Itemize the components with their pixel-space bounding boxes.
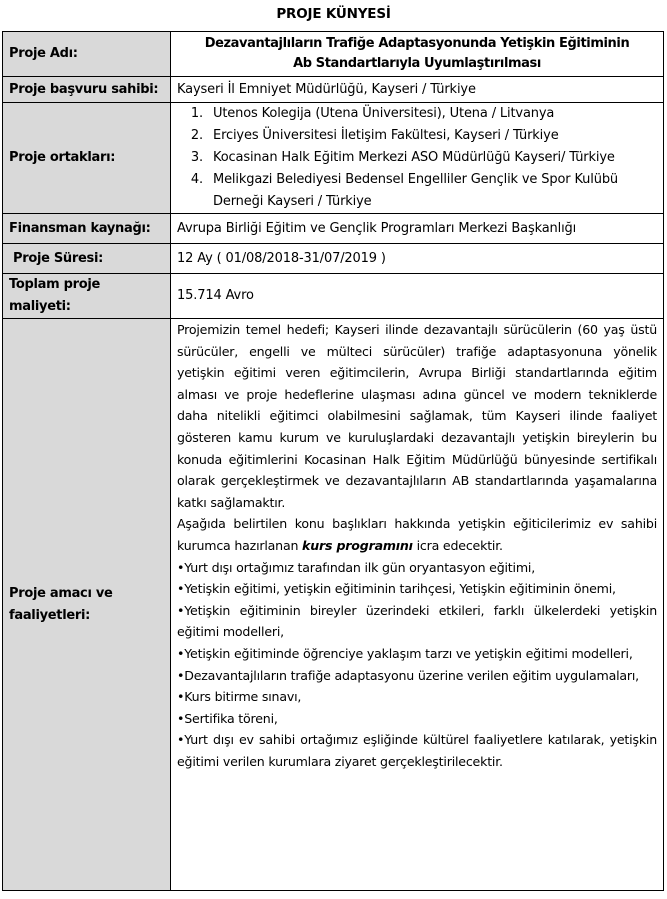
label-purpose-line-2: faaliyetleri: [9,607,91,623]
activity-bullet: •Kurs bitirme sınavı, [177,689,302,705]
page-title: PROJE KÜNYESİ [276,6,391,22]
label-cost [3,274,171,319]
purpose-paragraph-2 [177,513,657,556]
purpose-paragraph-2-end: icra edecektir. [412,537,503,553]
activity-bullet: •Yetişkin eğitimi, yetişkin eğitiminin tarihçesi, Yetişkin eğitiminin önemi, [177,581,616,597]
activity-bullet: •Yetişkin eğitiminin bireyler üzerindeki etkileri, farklı ülkelerdeki yetişkin eğitimi modelleri, [177,602,657,640]
row-funding [3,214,664,244]
course-program-emphasis: kurs programını [302,537,413,553]
partner-item: 3. Kocasinan Halk Eğitim Merkezi ASO Müdürlüğü Kayseri/ Türkiye [207,147,657,169]
label-project-name: Proje Adı: [3,32,171,77]
value-duration: 12 Ay ( 01/08/2018-31/07/2019 ) [171,244,664,274]
partner-item: 1. Utenos Kolegija (Utena Üniversitesi), Utena / Litvanya [207,103,657,125]
partner-item: 4. Melikgazi Belediyesi Bedensel Engelliler Gençlik ve Spor Kulübü Derneği Kayseri / Türkiye [207,169,657,213]
value-purpose [171,319,664,891]
purpose-paragraph-1: Projemizin temel hedefi; Kayseri ilinde dezavantajlı sürücülerin (60 yaş üstü sürücüler, engelli ve mülteci sürücüler) trafiğe adaptasyonuna yönelik yetişkin eğitimi veren eğitimcilerin, Avrupa Birliği standartlarında eğitim alması ve proje hedeflerine ulaşması adına güncel ve modern tekniklerde daha nitelikli eğitimci olabilmesini sağlamak, tüm Kayseri ilinde faaliyet gösteren kamu kurum ve kuruluşlardaki dezavantajlı yetişkin bireylerin bu konuda eğitimlerini Kocasinan Halk Eğitim Müdürlüğü bünyesinde sertifikalı olarak gerçekleştirmek ve dezavantajlıların AB standartlarında yaşamalarına katkı sağlamaktır. [177,322,657,510]
activity-bullet: •Dezavantajlıların trafiğe adaptasyonu üzerine verilen eğitim uygulamaları, [177,667,639,683]
activity-bullet: •Yurt dışı ortağımız tarafından ilk gün oryantasyon eğitimi, [177,559,536,575]
label-partners: Proje ortakları: [3,103,171,214]
row-project-name [3,32,664,77]
activity-bullet: •Yurt dışı ev sahibi ortağımız eşliğinde kültürel faaliyetlere katılarak, yetişkin eğitimi verilen kurumlara ziyaret gerçekleştirilecektir. [177,732,657,769]
label-funding: Finansman kaynağı: [3,214,171,244]
label-applicant: Proje başvuru sahibi: [3,77,171,103]
activity-bullet: •Sertifika töreni, [177,710,278,726]
value-funding: Avrupa Birliği Eğitim ve Gençlik Programları Merkezi Başkanlığı [171,214,664,244]
value-applicant: Kayseri İl Emniyet Müdürlüğü, Kayseri / Türkiye [171,77,664,103]
row-duration [3,244,664,274]
row-cost [3,274,664,319]
partner-item: 2. Erciyes Üniversitesi İletişim Fakültesi, Kayseri / Türkiye [207,125,657,147]
label-cost-line-2: maliyeti: [9,299,71,314]
label-cost-line-1: Toplam proje [9,277,100,292]
partners-list [177,103,657,213]
project-name-line-1: Dezavantajlıların Trafiğe Adaptasyonunda Yetişkin Eğitiminin [204,36,630,51]
value-partners [171,103,664,214]
label-purpose-line-1: Proje amacı ve [9,585,113,601]
value-cost: 15.714 Avro [171,274,664,319]
project-name-line-2: Ab Standartlarıyla Uyumlaştırılması [293,56,541,71]
activity-bullet: •Yetişkin eğitiminde öğrenciye yaklaşım tarzı ve yetişkin eğitimi modelleri, [177,645,633,661]
label-purpose [3,319,171,891]
row-partners [3,103,664,214]
row-purpose [3,319,664,891]
label-duration: Proje Süresi: [3,244,171,274]
purpose-paragraph-2-start: Aşağıda belirtilen konu başlıkları hakkında yetişkin eğiticilerimiz ev sahibi kurumca hazırlanan [177,516,657,553]
project-info-table [2,31,664,891]
value-project-name [171,32,664,77]
row-applicant [3,77,664,103]
